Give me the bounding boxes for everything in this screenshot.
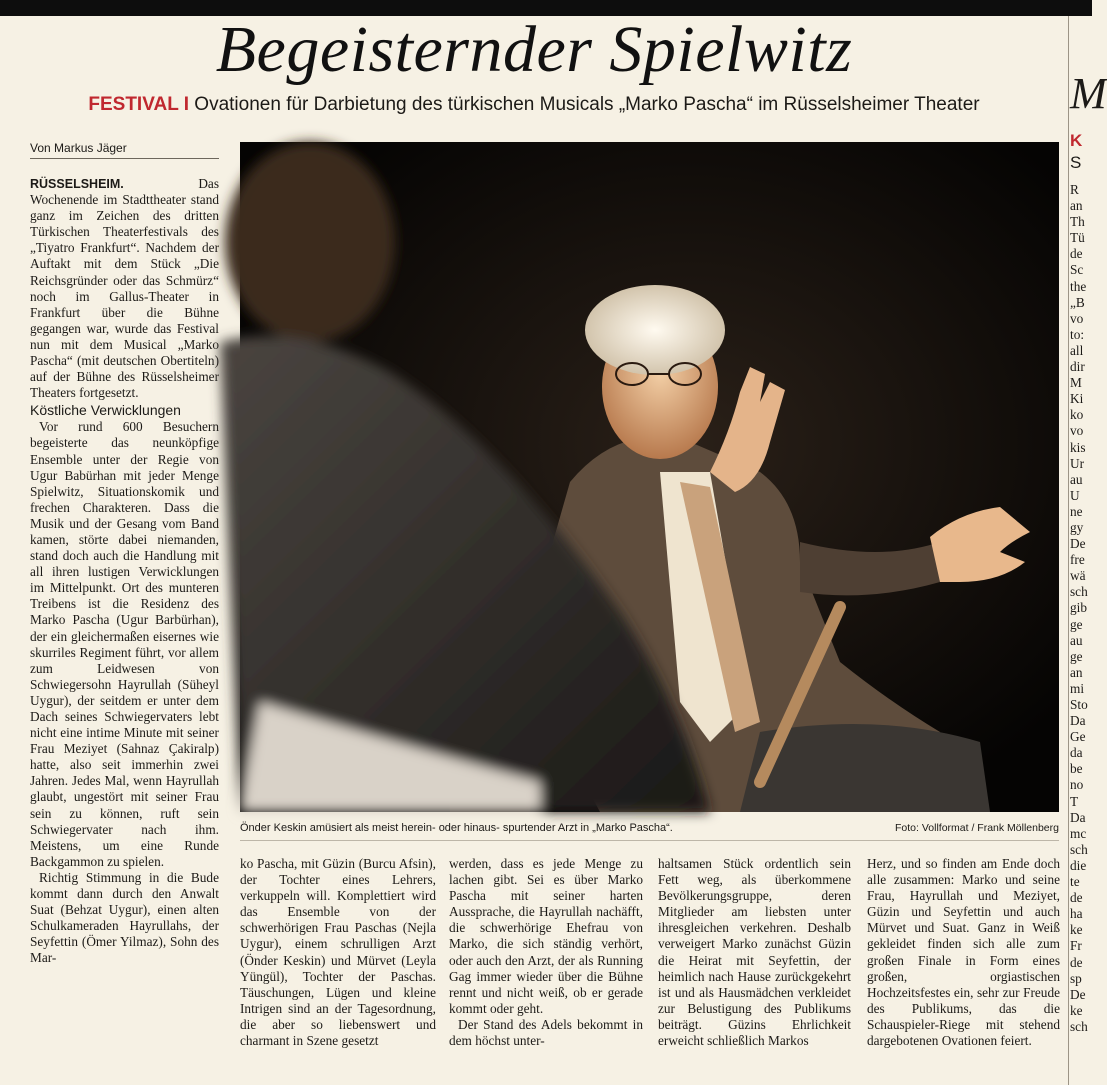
column-rule (1068, 16, 1069, 1085)
adjacent-line-fragment: De (1070, 986, 1086, 1002)
adjacent-line-fragment: kis (1070, 439, 1086, 455)
adjacent-line-fragment: Ur (1070, 455, 1085, 471)
caption-text: Önder Keskin amüsiert als meist herein- oder hinaus- spurtender Arzt in „Marko Pascha“. (240, 822, 673, 834)
adjacent-article-fragment (1070, 69, 1107, 1035)
actor-hair (585, 285, 725, 375)
article-column-5 (867, 856, 1060, 1049)
kicker-label: FESTIVAL I (88, 94, 190, 115)
adjacent-line-fragment: T (1070, 793, 1079, 809)
adjacent-line-fragment: ke (1070, 922, 1083, 938)
adjacent-line-fragment: de (1070, 954, 1083, 970)
adjacent-line-fragment: Sto (1070, 697, 1088, 712)
adjacent-line-fragment: da (1070, 745, 1083, 761)
adjacent-line-fragment: „B (1070, 294, 1085, 310)
article-column-2 (240, 856, 436, 1049)
adjacent-line-fragment: te (1070, 874, 1080, 890)
adjacent-line-fragment: Tü (1070, 230, 1085, 246)
adjacent-line-fragment: de (1070, 890, 1083, 906)
paragraph: haltsamen Stück ordentlich sein Fett weg, als überkommene Bevölkerungsgruppe, deren Mitglieder am liebsten unter ihresgleichen verkehren. Deshalb verweigert Marko zunächst Güzin die Heirat mit Seyfettin, der heimlich nach Hause zurückgekehrt ist und als Hausmädchen verkleidet zur Belustigung des Publikums beiträgt. Güzins Ehrlichkeit erweicht schließlich Markos (658, 856, 851, 1049)
adjacent-subline-fragment: S (1070, 153, 1082, 172)
adjacent-line-fragment: au (1070, 632, 1083, 648)
section-subhead: Köstliche Verwicklungen (30, 402, 181, 419)
adjacent-line-fragment: an (1070, 664, 1083, 680)
dateline: RÜSSELSHEIM. (30, 177, 124, 191)
subheadline-text: Ovationen für Darbietung des türkischen Musicals „Marko Pascha“ im Rüsselsheimer Theater (194, 94, 980, 115)
adjacent-line-fragment: an (1070, 198, 1083, 214)
adjacent-line-fragment: De (1070, 536, 1086, 552)
adjacent-line-fragment: vo (1070, 423, 1084, 439)
author-byline: Von Markus Jäger (30, 139, 219, 159)
adjacent-line-fragment: fre (1070, 552, 1085, 568)
adjacent-line-fragment: mi (1070, 680, 1085, 696)
adjacent-line-fragment: mc (1070, 825, 1087, 841)
paragraph: Der Stand des Adels bekommt in dem höchst unter- (449, 1016, 643, 1049)
paragraph: werden, dass es jede Menge zu lachen gibt. Sei es über Marko Pascha mit seiner harten Aussprache, die Hayrullah nachäfft, die schwerhörige Ehefrau von Marko, die sich ständig verhört, oder auch den Arzt, der als Running Gag immer wieder über die Bühne rennt und nicht weiß, ob er gerade kommt oder geht. (449, 856, 643, 1016)
paragraph: ko Pascha, mit Güzin (Burcu Afsin), der Tochter eines Lehrers, verkuppeln will. Komplettiert wird das Ensemble von der schwerhörigen Frau Paschas (Nejla Uygur), einem schrulligen Arzt (Önder Keskin) und Mürvet (Leyla Yüngül), Tochter der Paschas. Täuschungen, Lügen und kleine Intrigen sind an der Tagesordnung, die aber so liebenswert und charmant in Szene gesetzt (240, 856, 436, 1049)
adjacent-line-fragment: wä (1070, 568, 1086, 584)
stage-photo-illustration (240, 142, 1059, 812)
article-photo (240, 142, 1059, 812)
adjacent-line-fragment: the (1070, 278, 1087, 294)
adjacent-line-fragment: U (1070, 487, 1080, 503)
adjacent-line-fragment: Sc (1070, 262, 1084, 278)
lead-text: Das Wochenende im Stadttheater stand ganz im Zeichen des dritten Türkischen Theaterfestivals des „Tiyatro Frankfurt“. Nachdem der Auftakt mit dem Stück „Die Reichsgründer oder das Schmürz“ noch im Gallus-Theater in Frankfurt über die Bühne gegangen war, wurde das Festival nun mit dem Musical „Marko Pascha“ (mit deutschen Obertiteln) auf der Bühne des Rüsselsheimer Theaters fortgesetzt. (30, 176, 219, 401)
adjacent-line-fragment: M (1070, 375, 1082, 391)
adjacent-line-fragment: ge (1070, 648, 1083, 664)
adjacent-line-fragment: Da (1070, 809, 1086, 825)
adjacent-line-fragment: Th (1070, 214, 1085, 230)
photo-credit: Foto: Vollformat / Frank Möllenberg (895, 822, 1059, 834)
adjacent-line-fragment: be (1070, 761, 1083, 777)
adjacent-line-fragment: ha (1070, 906, 1083, 922)
adjacent-line-fragment: no (1070, 777, 1084, 793)
adjacent-line-fragment: to: (1070, 326, 1085, 342)
adjacent-line-fragment: ke (1070, 1002, 1083, 1018)
adjacent-kicker-fragment: K (1070, 131, 1083, 150)
headline: Begeisternder Spielwitz (215, 13, 853, 86)
adjacent-line-fragment: die (1070, 857, 1087, 873)
adjacent-line-fragment: R (1070, 182, 1079, 197)
lead-paragraph (30, 176, 219, 401)
adjacent-line-fragment: all (1070, 342, 1084, 358)
adjacent-line-fragment: sch (1070, 1018, 1088, 1034)
adjacent-line-fragment: Da (1070, 713, 1086, 729)
paragraph: Herz, und so finden am Ende doch alle zusammen: Marko und seine Frau, Hayrullah und Meziyet, Güzin und Seyfettin und auch Mürvet und Suat. Ganz in Weiß gekleidet finden sich alle zum großen Finale in Form eines großen, orgiastischen Hochzeitsfestes ein, sehr zur Freude des Publikums, das die Schauspieler-Riege mit stehend dargebotenen Ovationen feiert. (867, 856, 1060, 1049)
paragraph: Vor rund 600 Besuchern begeisterte das neunköpfige Ensemble unter der Regie von Ugur Babürhan mit jeder Menge Spielwitz, Situationskomik und frechen Charakteren. Dass die Musik und der Gesang vom Band kamen, störte dabei niemanden, stand doch auch die Handlung mit all ihren lustigen Verwicklungen im Mittelpunkt. Ort des munteren Treibens ist die Residenz des Marko Pascha (Ugur Barbürhan), der ein gleichermaßen eisernes wie skurriles Regiment führt, vor allem zum Leidwesen von Schwiegersohn Hayrullah (Süheyl Uygur), der seitdem er unter dem Dach seines Schwiegervaters lebt nicht eine intime Minute mit seiner Frau Meziyet (Sahnaz Çakiralp) hatte, also seit immerhin zwei Jahren. Jedes Mal, wenn Hayrullah glaubt, ungestört mit seiner Frau sein zu können, ruft sein Schwiegervater nach ihm. Meistens, um eine Runde Backgammon zu spielen. (30, 419, 219, 869)
article-column-1 (30, 176, 219, 967)
subheadline (0, 92, 1068, 118)
adjacent-line-fragment: Ge (1070, 729, 1086, 745)
adjacent-line-fragment: Ki (1070, 391, 1084, 407)
adjacent-line-fragment: ne (1070, 503, 1083, 519)
article-column-4 (658, 856, 851, 1049)
adjacent-headline-fragment: M (1070, 69, 1107, 118)
adjacent-line-fragment: ko (1070, 407, 1084, 423)
adjacent-line-fragment: vo (1070, 310, 1084, 326)
adjacent-line-fragment: de (1070, 246, 1083, 262)
photo-caption (240, 820, 1059, 841)
adjacent-line-fragment: Fr (1070, 938, 1082, 954)
adjacent-text-lines (1070, 182, 1092, 1035)
adjacent-line-fragment: sch (1070, 841, 1088, 857)
adjacent-line-fragment: ge (1070, 616, 1083, 632)
article-column-3 (449, 856, 643, 1049)
adjacent-line-fragment: gib (1070, 600, 1087, 616)
adjacent-line-fragment: au (1070, 471, 1083, 487)
adjacent-line-fragment: sch (1070, 584, 1088, 600)
adjacent-line-fragment: dir (1070, 359, 1085, 375)
adjacent-line-fragment: sp (1070, 970, 1082, 986)
adjacent-line-fragment: gy (1070, 519, 1084, 535)
paragraph: Richtig Stimmung in die Bude kommt dann durch den Anwalt Suat (Behzat Uygur), einen alten Schulkameraden Hayrullahs, der Seyfettin (Ömer Yilmaz), Sohn des Mar- (30, 869, 219, 966)
